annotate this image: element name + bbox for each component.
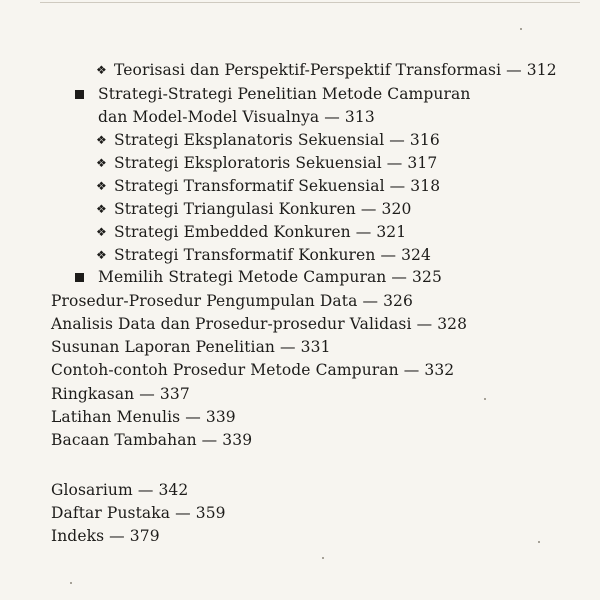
toc-entry-daftar-pustaka: Daftar Pustaka — 359 bbox=[51, 504, 226, 522]
diamond-bullet-icon: ❖ bbox=[96, 202, 107, 216]
toc-entry-contoh: Contoh-contoh Prosedur Metode Campuran — 332 bbox=[51, 361, 455, 379]
toc-entry-transformatif-sekuensial: ❖ Strategi Transformatif Sekuensial — 318 bbox=[96, 177, 441, 195]
toc-entry-triangulasi: ❖ Strategi Triangulasi Konkuren — 320 bbox=[96, 200, 412, 218]
toc-entry-latihan: Latihan Menulis — 339 bbox=[51, 408, 236, 426]
toc-entry-transformasi: ❖ Teorisasi dan Perspektif-Perspektif Transformasi — 312 bbox=[96, 61, 557, 79]
paper-speck bbox=[520, 28, 522, 30]
toc-entry-bacaan: Bacaan Tambahan — 339 bbox=[51, 431, 253, 449]
toc-entry-glosarium: Glosarium — 342 bbox=[51, 481, 189, 499]
toc-entry-indeks: Indeks — 379 bbox=[51, 527, 160, 545]
diamond-bullet-icon: ❖ bbox=[96, 63, 107, 77]
page-edge-line bbox=[40, 2, 580, 3]
toc-entry-susunan: Susunan Laporan Penelitian — 331 bbox=[51, 338, 331, 356]
toc-entry-analisis: Analisis Data dan Prosedur-prosedur Validasi — 328 bbox=[51, 315, 468, 333]
square-bullet-icon bbox=[75, 90, 84, 99]
paper-speck bbox=[70, 582, 72, 584]
square-bullet-icon bbox=[75, 273, 84, 282]
toc-entry-prosedur-pengumpulan: Prosedur-Prosedur Pengumpulan Data — 326 bbox=[51, 292, 413, 310]
toc-entry-ringkasan: Ringkasan — 337 bbox=[51, 385, 190, 403]
toc-entry-memilih: Memilih Strategi Metode Campuran — 325 bbox=[75, 267, 442, 287]
diamond-bullet-icon: ❖ bbox=[96, 133, 107, 147]
paper-speck bbox=[484, 398, 486, 400]
paper-speck bbox=[538, 541, 540, 543]
paper-speck bbox=[322, 557, 324, 559]
toc-entry-eksplanatoris: ❖ Strategi Eksplanatoris Sekuensial — 316 bbox=[96, 131, 440, 149]
diamond-bullet-icon: ❖ bbox=[96, 248, 107, 262]
toc-entry-transformatif-konkuren: ❖ Strategi Transformatif Konkuren — 324 bbox=[96, 246, 431, 264]
toc-entry-embedded: ❖ Strategi Embedded Konkuren — 321 bbox=[96, 223, 407, 241]
toc-entry-strategi-heading-cont: dan Model-Model Visualnya — 313 bbox=[98, 108, 375, 126]
diamond-bullet-icon: ❖ bbox=[96, 156, 107, 170]
toc-entry-eksploratoris: ❖ Strategi Eksploratoris Sekuensial — 317 bbox=[96, 154, 438, 172]
toc-entry-strategi-heading: Strategi-Strategi Penelitian Metode Campuran bbox=[75, 84, 470, 104]
diamond-bullet-icon: ❖ bbox=[96, 179, 107, 193]
diamond-bullet-icon: ❖ bbox=[96, 225, 107, 239]
